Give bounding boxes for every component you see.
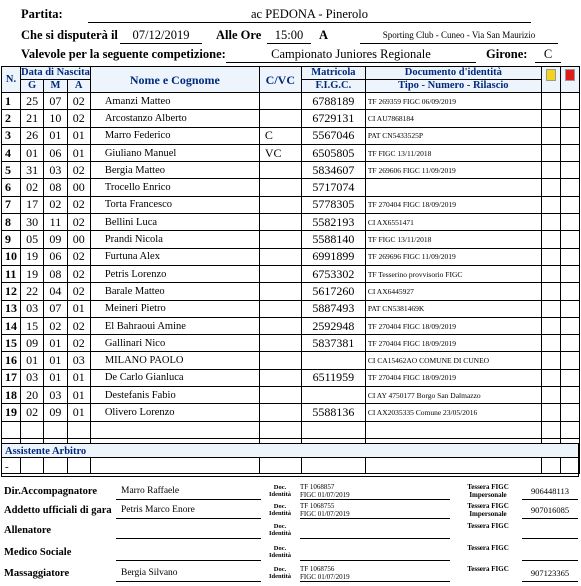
staff-doc-label: Doc. Identità (268, 484, 292, 498)
row-number: 2 (2, 110, 21, 127)
staff-row (0, 545, 581, 565)
staff-tessera-label: Tessera FIGC (467, 544, 509, 552)
header-yellow-card (541, 67, 560, 93)
birth-day: 02 (21, 179, 44, 196)
birth-year: 02 (67, 93, 90, 110)
yellow-card-cell (541, 179, 560, 196)
birth-month: 07 (44, 93, 67, 110)
birth-day: 25 (21, 93, 44, 110)
birth-month: 08 (44, 179, 67, 196)
header-doc: Documento d'identità (365, 67, 541, 80)
birth-year: 01 (67, 144, 90, 161)
table-row (2, 231, 580, 248)
birth-year: 02 (67, 214, 90, 231)
red-card-cell (560, 248, 579, 265)
birth-day (21, 421, 44, 438)
table-row (2, 404, 580, 421)
row-number: 6 (2, 179, 21, 196)
figc-number: 5837381 (301, 335, 365, 352)
red-card-cell (560, 265, 579, 282)
birth-month: 02 (44, 317, 67, 334)
id-document: CI AX6551471 (365, 214, 541, 231)
match-venue: Sporting Club - Cuneo - Via San Maurizio (360, 27, 558, 44)
yellow-card-cell (541, 300, 560, 317)
header-g: G (21, 80, 44, 93)
figc-number: 5617260 (301, 283, 365, 300)
row-number (2, 421, 21, 438)
staff-name (116, 547, 261, 561)
assistente-header: Assistente Arbitro (1, 443, 579, 458)
staff-name: Petris Marco Enore (116, 505, 261, 519)
row-number: 19 (2, 404, 21, 421)
staff-doc-label: Doc. Identità (268, 545, 292, 559)
birth-year: 02 (67, 162, 90, 179)
header-red-card (560, 67, 579, 93)
row-number: 13 (2, 300, 21, 317)
id-document (365, 421, 541, 438)
birth-day: 19 (21, 265, 44, 282)
player-name: Giuliano Manuel (90, 144, 259, 161)
player-name: Olivero Lorenzo (90, 404, 259, 421)
figc-number: 6788189 (301, 93, 365, 110)
yellow-card-cell (541, 144, 560, 161)
birth-day: 01 (21, 144, 44, 161)
red-card-cell (560, 335, 579, 352)
girone-value: C (535, 46, 561, 63)
staff-row (0, 503, 581, 523)
captain-role (259, 265, 301, 282)
yellow-card-cell (541, 162, 560, 179)
row-number: 1 (2, 93, 21, 110)
staff-doc-label: Doc. Identità (268, 566, 292, 580)
player-name: Destefanis Fabio (90, 387, 259, 404)
match-date: 07/12/2019 (120, 27, 202, 44)
player-name: Meineri Pietro (90, 300, 259, 317)
header-figc: F.I.G.C. (301, 80, 365, 93)
yellow-card-icon (546, 69, 556, 81)
yellow-card-cell (541, 127, 560, 144)
birth-month: 01 (44, 369, 67, 386)
table-row (2, 214, 580, 231)
player-name: Amanzi Matteo (90, 93, 259, 110)
id-document: PAT CN5381469K (365, 300, 541, 317)
figc-number: 5887493 (301, 300, 365, 317)
header-cvc: C/VC (259, 67, 301, 93)
birth-year: 02 (67, 248, 90, 265)
row-number: 11 (2, 265, 21, 282)
player-name: Furtuna Alex (90, 248, 259, 265)
birth-day: 22 (21, 283, 44, 300)
table-row (2, 127, 580, 144)
red-card-cell (560, 214, 579, 231)
table-row (2, 283, 580, 300)
birth-month: 07 (44, 300, 67, 317)
figc-number (301, 352, 365, 369)
staff-name (116, 525, 261, 539)
table-row (2, 352, 580, 369)
figc-number (301, 387, 365, 404)
header-doc-sub: Tipo - Numero - Rilascio (365, 80, 541, 93)
row-number: 9 (2, 231, 21, 248)
birth-month: 03 (44, 387, 67, 404)
table-row (2, 265, 580, 282)
id-document: TF 270404 FIGC 18/09/2019 (365, 369, 541, 386)
staff-role-label: Massaggiatore (4, 568, 70, 579)
player-name (90, 421, 259, 438)
players-table (1, 66, 580, 474)
red-card-cell (560, 352, 579, 369)
captain-role: C (259, 127, 301, 144)
figc-number: 2592948 (301, 317, 365, 334)
birth-day: 09 (21, 335, 44, 352)
table-row (2, 369, 580, 386)
birth-month: 01 (44, 352, 67, 369)
yellow-card-cell (541, 369, 560, 386)
birth-month: 09 (44, 404, 67, 421)
row-number: 18 (2, 387, 21, 404)
yellow-card-cell (541, 404, 560, 421)
yellow-card-cell (541, 248, 560, 265)
header-n: N. (2, 67, 21, 93)
header-nome: Nome e Cognome (90, 67, 259, 93)
id-document: TF 270404 FIGC 18/09/2019 (365, 196, 541, 213)
birth-day: 01 (21, 352, 44, 369)
red-card-icon (565, 69, 575, 81)
staff-doc-value: TF 1068755 FIGC 01/07/2019 (300, 503, 450, 519)
header-a: A (67, 80, 90, 93)
birth-month: 03 (44, 162, 67, 179)
birth-year: 01 (67, 369, 90, 386)
captain-role (259, 110, 301, 127)
yellow-card-cell (541, 317, 560, 334)
figc-number: 6753302 (301, 265, 365, 282)
birth-year: 01 (67, 404, 90, 421)
birth-year: 00 (67, 231, 90, 248)
table-row (2, 387, 580, 404)
staff-tessera-value (522, 547, 578, 561)
captain-role (259, 387, 301, 404)
birth-month (44, 421, 67, 438)
competizione-label: Valevole per la seguente competizione: (21, 47, 226, 61)
red-card-cell (560, 110, 579, 127)
player-name: Gallinari Nico (90, 335, 259, 352)
staff-tessera-value: 906448113 (522, 486, 578, 500)
birth-year: 02 (67, 265, 90, 282)
red-card-cell (560, 300, 579, 317)
row-number: 5 (2, 162, 21, 179)
figc-number: 5582193 (301, 214, 365, 231)
captain-role (259, 214, 301, 231)
birth-month: 04 (44, 283, 67, 300)
birth-month: 09 (44, 231, 67, 248)
id-document: TF 270404 FIGC 18/09/2019 (365, 317, 541, 334)
captain-role (259, 300, 301, 317)
birth-year: 02 (67, 196, 90, 213)
staff-tessera-label: Tessera FIGC Impersonale (467, 502, 509, 518)
yellow-card-cell (541, 231, 560, 248)
staff-tessera-value: 907016085 (522, 505, 578, 519)
red-card-cell (560, 93, 579, 110)
yellow-card-cell (541, 421, 560, 438)
red-card-cell (560, 404, 579, 421)
red-card-cell (560, 179, 579, 196)
birth-day: 03 (21, 300, 44, 317)
staff-doc-value (300, 523, 450, 539)
player-name: Barale Matteo (90, 283, 259, 300)
assistente-value: - (1, 458, 579, 477)
captain-role (259, 352, 301, 369)
captain-role (259, 231, 301, 248)
table-row (2, 335, 580, 352)
figc-number: 5778305 (301, 196, 365, 213)
birth-year: 02 (67, 283, 90, 300)
staff-name: Bergia Silvano (116, 568, 261, 582)
red-card-cell (560, 369, 579, 386)
staff-doc-value: TF 1068857 FIGC 01/07/2019 (300, 484, 450, 500)
row-number: 12 (2, 283, 21, 300)
staff-tessera-value (522, 525, 578, 539)
id-document (365, 179, 541, 196)
staff-role-label: Medico Sociale (4, 547, 72, 558)
table-row (2, 110, 580, 127)
player-name: MILANO PAOLO (90, 352, 259, 369)
captain-role (259, 404, 301, 421)
figc-number (301, 421, 365, 438)
birth-day: 02 (21, 404, 44, 421)
birth-day: 30 (21, 214, 44, 231)
table-row (2, 162, 580, 179)
birth-year: 02 (67, 335, 90, 352)
staff-tessera-label: Tessera FIGC (467, 565, 509, 573)
id-document: TF Tesserino provvisorio FIGC (365, 265, 541, 282)
id-document: CI AU7868184 (365, 110, 541, 127)
staff-role-label: Dir.Accompagnatore (4, 486, 98, 497)
player-name: Marro Federico (90, 127, 259, 144)
staff-doc-value: TF 1068756 FIGC 01/07/2019 (300, 566, 450, 582)
captain-role (259, 317, 301, 334)
header-nascita: Data di Nascita (21, 67, 90, 78)
id-document: TF 269606 FIGC 11/09/2019 (365, 162, 541, 179)
figc-number: 5588140 (301, 231, 365, 248)
figc-number: 6729131 (301, 110, 365, 127)
red-card-cell (560, 283, 579, 300)
staff-name: Marro Raffaele (116, 486, 261, 500)
staff-doc-label: Doc. Identità (268, 503, 292, 517)
captain-role (259, 283, 301, 300)
player-name: De Carlo Gianluca (90, 369, 259, 386)
players-body (2, 93, 580, 474)
red-card-cell (560, 127, 579, 144)
birth-month: 06 (44, 144, 67, 161)
staff-tessera-label: Tessera FIGC Impersonale (467, 483, 509, 499)
partita-value: ac PEDONA - Pinerolo (88, 6, 531, 23)
player-name: Trocello Enrico (90, 179, 259, 196)
red-card-cell (560, 387, 579, 404)
captain-role: VC (259, 144, 301, 161)
id-document: TF FIGC 13/11/2018 (365, 231, 541, 248)
row-number: 16 (2, 352, 21, 369)
yellow-card-cell (541, 196, 560, 213)
id-document: CI AX6445927 (365, 283, 541, 300)
yellow-card-cell (541, 283, 560, 300)
player-name: Prandi Nicola (90, 231, 259, 248)
birth-year: 02 (67, 110, 90, 127)
figc-number: 5717074 (301, 179, 365, 196)
id-document: CI AY 4750177 Borgo San Dalmazzo (365, 387, 541, 404)
table-row (2, 179, 580, 196)
id-document: CI CA15462AO COMUNE DI CUNEO (365, 352, 541, 369)
player-name: Bergia Matteo (90, 162, 259, 179)
player-name: Arcostanzo Alberto (90, 110, 259, 127)
yellow-card-cell (541, 387, 560, 404)
figc-number: 6991899 (301, 248, 365, 265)
staff-doc-label: Doc. Identità (268, 523, 292, 537)
staff-tessera-label: Tessera FIGC (467, 522, 509, 530)
competizione-value: Campionato Juniores Regionale (226, 46, 476, 63)
red-card-cell (560, 421, 579, 438)
birth-day: 19 (21, 248, 44, 265)
birth-day: 26 (21, 127, 44, 144)
player-name: El Bahraoui Amine (90, 317, 259, 334)
yellow-card-cell (541, 93, 560, 110)
birth-month: 02 (44, 196, 67, 213)
id-document: PAT CN5433525P (365, 127, 541, 144)
row-number: 10 (2, 248, 21, 265)
birth-day: 05 (21, 231, 44, 248)
row-number: 17 (2, 369, 21, 386)
birth-month: 10 (44, 110, 67, 127)
table-row (2, 317, 580, 334)
row-number: 7 (2, 196, 21, 213)
staff-row (0, 566, 581, 586)
yellow-card-cell (541, 214, 560, 231)
disputera-label: Che si disputerà il (21, 28, 118, 42)
captain-role (259, 369, 301, 386)
row-number: 3 (2, 127, 21, 144)
red-card-cell (560, 317, 579, 334)
red-card-cell (560, 162, 579, 179)
header-matricola: Matricola (301, 67, 365, 80)
birth-month: 08 (44, 265, 67, 282)
yellow-card-cell (541, 265, 560, 282)
id-document: TF 269359 FIGC 06/09/2019 (365, 93, 541, 110)
birth-year: 00 (67, 179, 90, 196)
girone-label: Girone: (486, 47, 528, 61)
yellow-card-cell (541, 110, 560, 127)
staff-tessera-value: 907123365 (522, 568, 578, 582)
birth-year: 02 (67, 317, 90, 334)
date-row (0, 27, 581, 45)
birth-day: 15 (21, 317, 44, 334)
captain-role (259, 421, 301, 438)
a-label: A (319, 28, 329, 42)
row-number: 4 (2, 144, 21, 161)
staff-row (0, 484, 581, 504)
row-number: 14 (2, 317, 21, 334)
staff-doc-value (300, 545, 450, 561)
birth-day: 21 (21, 110, 44, 127)
birth-month: 01 (44, 335, 67, 352)
figc-number: 5567046 (301, 127, 365, 144)
captain-role (259, 162, 301, 179)
red-card-cell (560, 231, 579, 248)
birth-year (67, 421, 90, 438)
table-row (2, 196, 580, 213)
captain-role (259, 248, 301, 265)
captain-role (259, 335, 301, 352)
partita-label: Partita: (21, 7, 63, 21)
birth-year: 01 (67, 387, 90, 404)
figc-number: 5834607 (301, 162, 365, 179)
partita-row (0, 6, 581, 24)
table-row (2, 144, 580, 161)
yellow-card-cell (541, 352, 560, 369)
id-document: TF 269696 FIGC 11/09/2019 (365, 248, 541, 265)
birth-year: 01 (67, 127, 90, 144)
birth-day: 03 (21, 369, 44, 386)
red-card-cell (560, 144, 579, 161)
table-row (2, 421, 580, 438)
competition-row (0, 46, 581, 64)
birth-month: 06 (44, 248, 67, 265)
match-time: 15:00 (267, 27, 311, 44)
birth-month: 11 (44, 214, 67, 231)
id-document: TF FIGC 13/11/2018 (365, 144, 541, 161)
red-card-cell (560, 196, 579, 213)
table-row (2, 93, 580, 110)
row-number: 15 (2, 335, 21, 352)
player-name: Torta Francesco (90, 196, 259, 213)
birth-day: 31 (21, 162, 44, 179)
birth-year: 01 (67, 300, 90, 317)
captain-role (259, 179, 301, 196)
player-name: Bellini Luca (90, 214, 259, 231)
staff-role-label: Allenatore (4, 525, 52, 536)
figc-number: 6511959 (301, 369, 365, 386)
header-m: M (44, 80, 67, 93)
birth-year: 03 (67, 352, 90, 369)
yellow-card-cell (541, 335, 560, 352)
player-name: Petris Lorenzo (90, 265, 259, 282)
birth-month: 01 (44, 127, 67, 144)
birth-day: 20 (21, 387, 44, 404)
table-row (2, 248, 580, 265)
birth-day: 17 (21, 196, 44, 213)
figc-number: 6505805 (301, 144, 365, 161)
staff-role-label: Addetto ufficiali di gara (4, 505, 112, 516)
captain-role (259, 93, 301, 110)
table-row (2, 300, 580, 317)
staff-row (0, 523, 581, 543)
figc-number: 5588136 (301, 404, 365, 421)
ore-label: Alle Ore (216, 28, 262, 42)
id-document: CI AX2035335 Comune 23/05/2016 (365, 404, 541, 421)
captain-role (259, 196, 301, 213)
id-document: TF 270404 FIGC 18/09/2019 (365, 335, 541, 352)
row-number: 8 (2, 214, 21, 231)
